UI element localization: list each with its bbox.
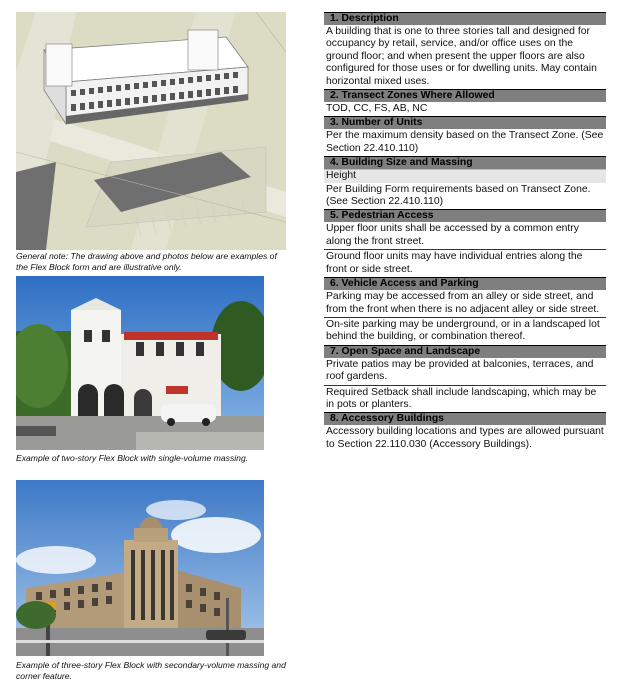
section-body-text: Per the maximum density based on the Transect Zone. (See Section 22.410.110) [326, 130, 604, 154]
section-body-text: Per Building Form requirements based on Transect Zone. (See Section 22.410.110) [326, 183, 591, 208]
photo2-caption: Example of three-story Flex Block with secondary-volume massing and corner feature. [16, 660, 286, 681]
section-body-text: Ground floor units may have individual entries along the front or side street. [324, 249, 606, 277]
section-heading: 6. Vehicle Access and Parking [324, 277, 606, 290]
section-body-text: On-site parking may be underground, or in a landscaped lot behind the building, or combination thereof. [324, 317, 606, 345]
three-story-building-photo [16, 480, 264, 656]
section-heading: 5. Pedestrian Access [324, 209, 606, 222]
isometric-drawing [16, 12, 286, 250]
section-body-text: TOD, CC, FS, AB, NC [326, 103, 428, 115]
general-note-caption: General note: The drawing above and photos below are examples of the Flex Block form and are illustrative only. [16, 251, 277, 272]
section-body-text: Accessory building locations and types are allowed pursuant to Section 22.110.030 (Accessory Buildings). [326, 426, 604, 450]
photo1-caption: Example of two-story Flex Block with single-volume massing. [16, 453, 249, 463]
section-subheading: Height [324, 169, 606, 182]
section-body-text: Upper floor units shall be accessed by a common entry along the front street. [326, 223, 579, 247]
section-heading: 7. Open Space and Landscape [324, 345, 606, 358]
section-heading: 3. Number of Units [324, 116, 606, 129]
form-requirements-table [324, 12, 606, 452]
section-heading: 4. Building Size and Massing [324, 156, 606, 169]
section-heading: 8. Accessory Buildings [324, 412, 606, 425]
section-heading: 1. Description [324, 12, 606, 25]
section-body-text: Parking may be accessed from an alley or side street, and from the front when there is no adjacent alley or side street. [326, 291, 600, 315]
section-body-text: Required Setback shall include landscaping, which may be in pots or planters. [324, 385, 606, 413]
section-body-text: A building that is one to three stories tall and designed for occupancy by retail, service, and/or office uses on the ground floor; and when present the upper floors are also configured for those uses or for dwelling units. May contain horizontal mixed uses. [326, 26, 597, 87]
section-body-text: Private patios may be provided at balconies, terraces, and roof gardens. [326, 358, 594, 383]
section-heading: 2. Transect Zones Where Allowed [324, 89, 606, 102]
two-story-building-photo [16, 276, 264, 450]
